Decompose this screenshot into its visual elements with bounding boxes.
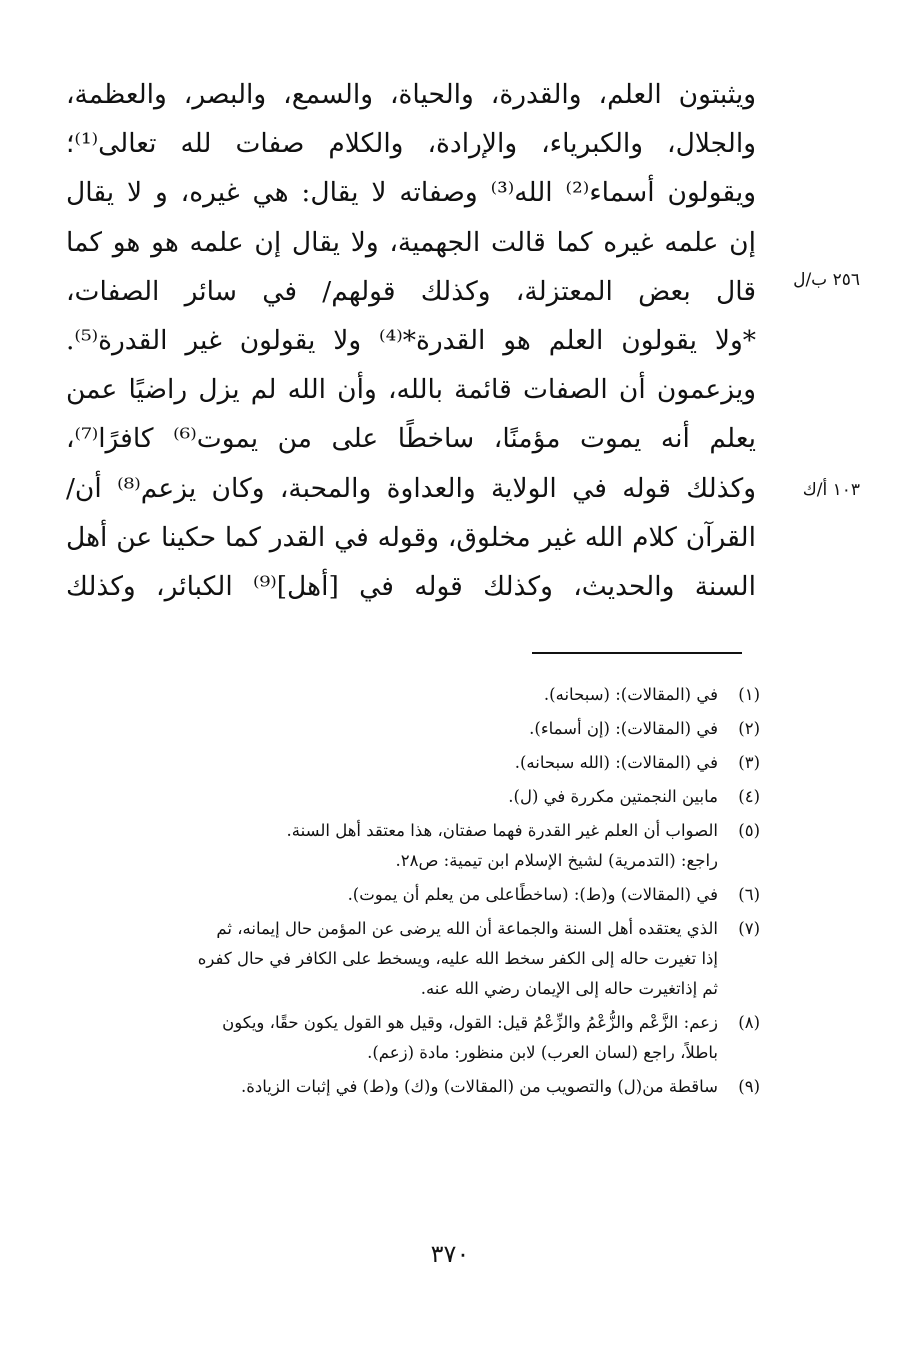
footnote-text-line: الصواب أن العلم غير القدرة فهما صفتان، هذا معتقد أهل السنة. [286,821,718,840]
footnote-number: (٣) [738,753,760,772]
footnote-text [60,1072,718,1102]
footnote-number: (٢) [738,719,760,738]
footnote-text-line: مابين النجمتين مكررة في (ل). [508,787,718,806]
main-text-line: ويثبتون العلم، والقدرة، والحياة، والسمع، والبصر، والعظمة، [66,79,756,110]
main-text-line: قال بعض المعتزلة، وكذلك قولهم/ في سائر الصفات، [66,275,756,307]
main-text-line: وكذلك قوله في الولاية والعداوة والمحبة، وكان يزعم⁽⁸⁾ أن/ [66,472,756,504]
page-number: ٣٧٠ [430,1240,470,1268]
footnote-text-line: في (المقالات): (إن أسماء). [529,719,718,738]
footnote-item [60,782,760,812]
footnote-item [60,880,760,910]
footnote-item [60,714,760,744]
footnote-number: (٨) [738,1013,760,1032]
footnote-text [60,816,718,876]
footnote-text [60,1008,718,1068]
footnote-text [60,714,718,744]
footnote-text-line: زعم: الزَّعْم والزُّعْمُ والزِّعْمُ قيل: القول، وقيل هو القول يكون حقًا، ويكون [222,1013,718,1032]
margin-note-folio-256: ٢٥٦ ب/ل [793,270,860,290]
footnote-item [60,1008,760,1068]
main-text-line: القرآن كلام الله غير مخلوق، وقوله في القدر كما حكينا عن أهل [66,521,756,553]
footnote-text-line: في (المقالات) و(ط): (ساخطًاعلى من يعلم أن يموت). [347,885,718,904]
footnote-text-line: إذا تغيرت حاله إلى الكفر سخط الله عليه، ويسخط على الكافر في حال كفره [197,949,718,968]
footnote-number: (٧) [738,919,760,938]
footnote-item [60,680,760,710]
main-text-line: *ولا يقولون العلم هو القدرة*⁽⁴⁾ ولا يقولون غير القدرة⁽⁵⁾. [66,324,756,356]
footnote-number: (٤) [738,787,760,806]
footnote-separator-rule [532,652,742,654]
main-text-line: ويقولون أسماء⁽²⁾ الله⁽³⁾ وصفاته لا يقال: هي غيره، و لا يقال [66,177,756,209]
main-text-line: يعلم أنه يموت مؤمنًا، ساخطًا على من يموت⁽⁶⁾ كافرًا⁽⁷⁾، [66,423,756,455]
footnote-item [60,1072,760,1102]
footnote-text-line: باطلاً، راجع (لسان العرب) لابن منظور: مادة (زعم). [367,1043,718,1062]
footnote-item [60,816,760,876]
main-text-block [66,70,756,611]
footnote-text-line: ثم إذاتغيرت حاله إلى الإيمان رضي الله عنه. [420,979,718,998]
footnote-text-line: في (المقالات): (الله سبحانه). [514,753,718,772]
footnote-number: (١) [738,685,760,704]
main-text-line: إن علمه غيره كما قالت الجهمية، ولا يقال إن علمه هو هو كما [66,226,756,258]
footnote-text [60,782,718,812]
footnote-item [60,914,760,1004]
footnote-text-line: الذي يعتقده أهل السنة والجماعة أن الله يرضى عن المؤمن حال إيمانه، ثم [216,919,718,938]
main-text-line: ويزعمون أن الصفات قائمة بالله، وأن الله لم يزل راضيًا عمن [66,374,756,406]
footnote-text-line: راجع: (التدمرية) لشيخ الإسلام ابن تيمية: ص٢٨. [395,851,718,870]
footnote-text [60,880,718,910]
footnote-text-line: ساقطة من(ل) والتصويب من (المقالات) و(ك) و(ط) في إثبات الزيادة. [241,1077,718,1096]
footnote-text-line: في (المقالات): (سبحانه). [543,685,718,704]
footnote-text [60,680,718,710]
margin-note-folio-103: ١٠٣ أ/ك [802,480,860,500]
footnote-number: (٥) [738,821,760,840]
footnote-number: (٦) [738,885,760,904]
footnote-item [60,748,760,778]
footnotes-list [60,680,760,1106]
main-text-line: والجلال، والكبرياء، والإرادة، والكلام صفات لله تعالى⁽¹⁾؛ [66,128,756,160]
footnote-text [60,914,718,1004]
footnote-number: (٩) [738,1077,760,1096]
footnote-text [60,748,718,778]
main-text-line: السنة والحديث، وكذلك قوله في [أهل]⁽⁹⁾ الكبائر، وكذلك [66,570,756,602]
